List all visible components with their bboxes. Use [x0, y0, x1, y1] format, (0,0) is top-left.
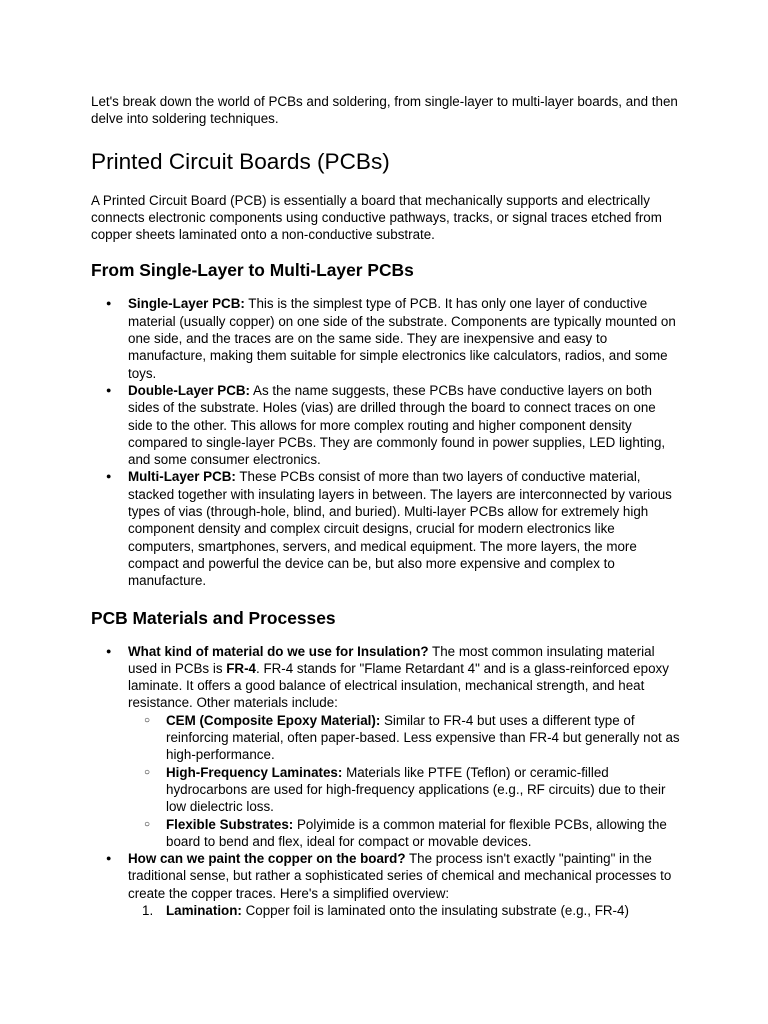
term-multi-layer: Multi-Layer PCB: [128, 469, 236, 485]
section-heading-materials: PCB Materials and Processes [91, 607, 336, 628]
insulation-text-before: The most common insulating material used in PCBs is [128, 643, 655, 676]
process-steps-list [128, 902, 681, 919]
step-lamination [142, 902, 681, 919]
page-title: Printed Circuit Boards (PCBs) [91, 148, 390, 174]
section-heading-layers: From Single-Layer to Multi-Layer PCBs [91, 260, 414, 281]
term-single-layer: Single-Layer PCB: [128, 296, 245, 312]
sub-item-cem [166, 712, 681, 764]
desc-flexible: Polyimide is a common material for flexible PCBs, allowing the board to bend and flex, ideal for compact or movable devices. [166, 816, 667, 849]
desc-multi-layer: These PCBs consist of more than two layers of conductive material, stacked together with insulating layers in between. The layers are interconnected by various types of vias (through-hole, blind, and buried). Multi-layer PCBs allow for extremely high component density and complex circuit designs, crucial for modern electronics like computers, smartphones, servers, and medical equipment. The more layers, the more compact and powerful the device can be, but also more expensive and complex to manufacture. [128, 469, 672, 589]
list-item-painting [128, 850, 681, 919]
layer-types-list [91, 295, 681, 589]
intro-paragraph: Let's break down the world of PCBs and soldering, from single-layer to multi-layer boards, and then delve into soldering techniques. [91, 94, 678, 127]
desc-lamination: Copper foil is laminated onto the insulating substrate (e.g., FR-4) [241, 902, 629, 918]
term-cem: CEM (Composite Epoxy Material): [166, 712, 381, 728]
painting-text: The process isn't exactly "painting" in the traditional sense, but rather a sophisticated series of chemical and mechanical processes to create the copper traces. Here's a simplified overview: [128, 851, 672, 901]
desc-double-layer: As the name suggests, these PCBs have conductive layers on both sides of the substrate. Holes (vias) are drilled through the board to connect traces on one side to the other. This allows for more complex routing and higher component density compared to single-layer PCBs. They are commonly found in power supplies, LED lighting, and some consumer electronics. [128, 382, 666, 468]
step-number: 1. [142, 902, 154, 918]
desc-high-frequency: Materials like PTFE (Teflon) or ceramic-filled hydrocarbons are used for high-frequency applications (e.g., RF circuits) due to their low dielectric loss. [166, 764, 666, 815]
list-item-single-layer [128, 295, 681, 381]
list-item-multi-layer [128, 468, 681, 589]
term-high-frequency: High-Frequency Laminates: [166, 764, 343, 780]
insulation-material: FR-4 [226, 660, 257, 676]
term-lamination: Lamination: [166, 902, 242, 918]
document-page [91, 93, 681, 919]
insulation-text-after: . FR-4 stands for "Flame Retardant 4" and is a glass-reinforced epoxy laminate. It offers a good balance of electrical insulation, mechanical strength, and heat resistance. Other materials include: [128, 660, 669, 711]
list-item-double-layer [128, 382, 681, 468]
desc-cem: Similar to FR-4 but uses a different type of reinforcing material, often paper-based. Less expensive than FR-4 but generally not as high-performance. [166, 712, 680, 763]
sub-item-flexible [166, 816, 681, 851]
term-flexible: Flexible Substrates: [166, 816, 294, 832]
list-item-insulation [128, 643, 681, 851]
desc-single-layer: This is the simplest type of PCB. It has only one layer of conductive material (usually copper) on one side of the substrate. Components are typically mounted on one side, and the traces are on the same side. They are inexpensive and easy to manufacture, making them suitable for simple electronics like calculators, radios, and some toys. [128, 296, 676, 381]
insulation-question: What kind of material do we use for Insulation? [128, 643, 429, 659]
painting-question: How can we paint the copper on the board? [128, 851, 406, 867]
materials-list [91, 643, 681, 920]
sub-item-high-frequency [166, 764, 681, 816]
other-materials-list [128, 712, 681, 850]
term-double-layer: Double-Layer PCB: [128, 382, 251, 398]
pcb-definition-paragraph: A Printed Circuit Board (PCB) is essentially a board that mechanically supports and electrically connects electronic components using conductive pathways, tracks, or signal traces etched from copper sheets laminated onto a non-conductive substrate. [91, 192, 662, 243]
